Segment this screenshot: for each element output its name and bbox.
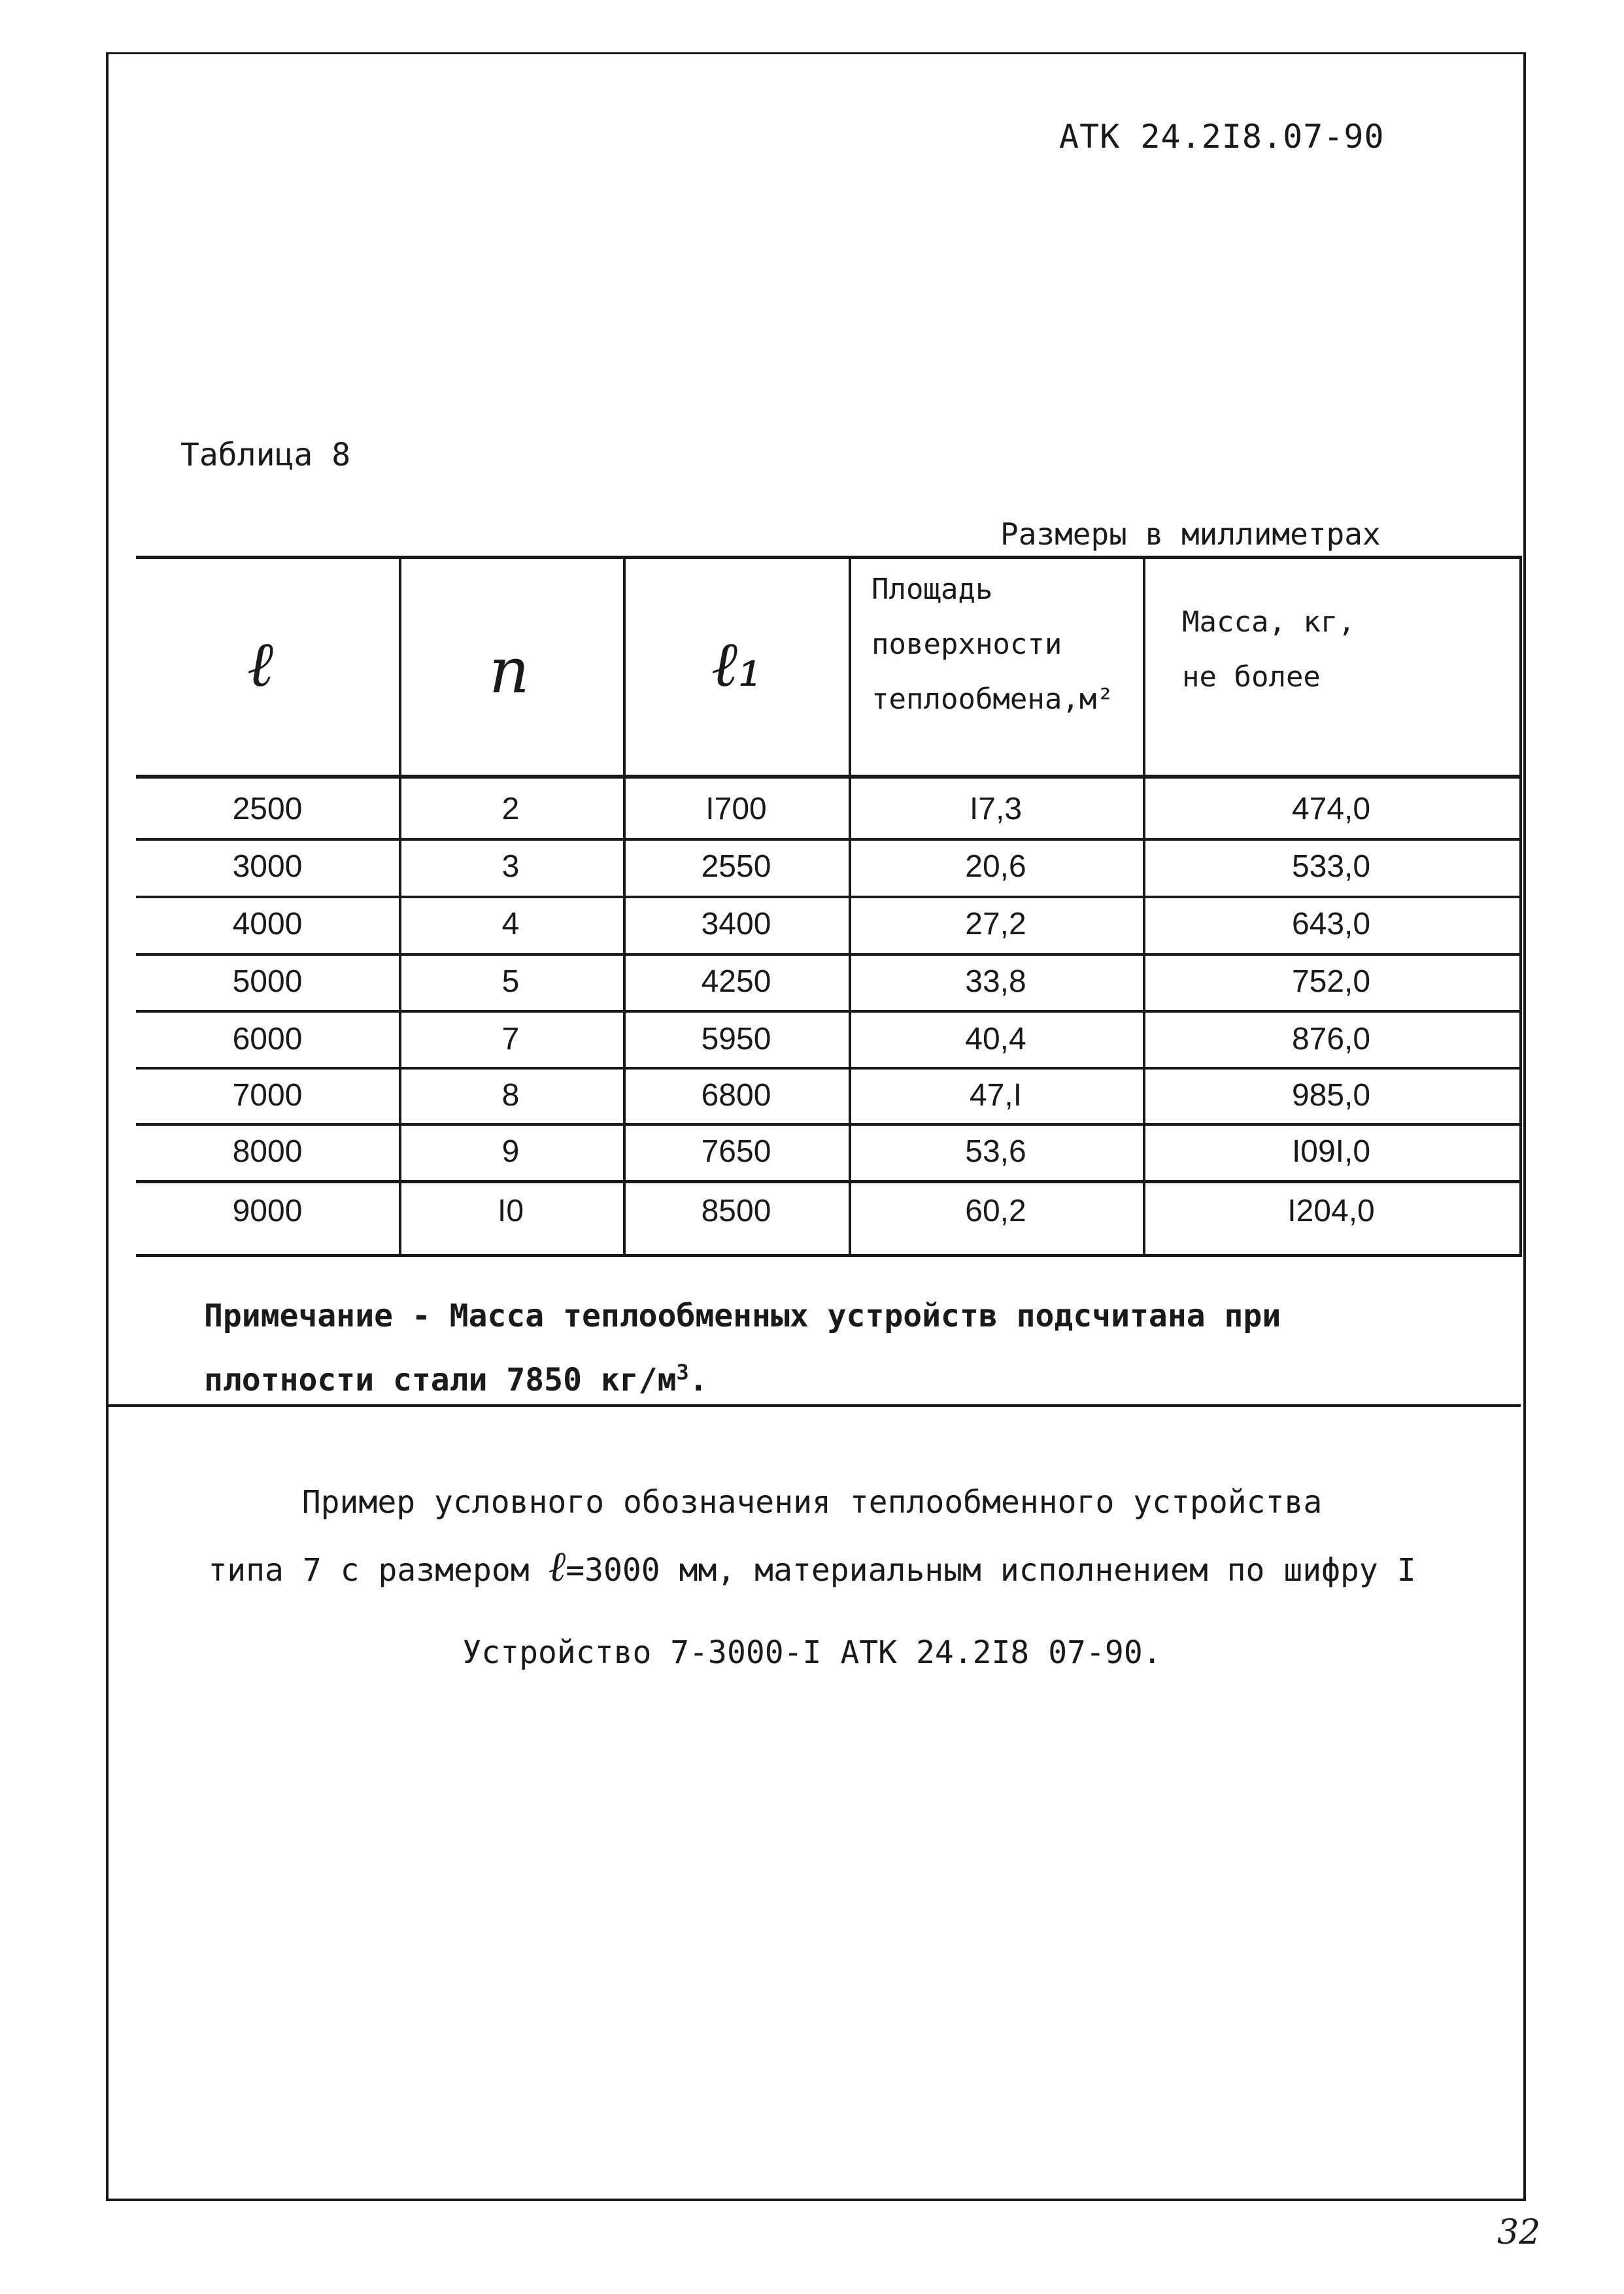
- header-area: [871, 562, 1114, 727]
- note-line2: [204, 1344, 1281, 1408]
- table-cell: 752,0: [1291, 964, 1371, 999]
- example-line2-end: =3000 мм, материальным исполнением по шифру I: [566, 1552, 1416, 1589]
- table-cell: 3000: [232, 849, 303, 884]
- example-designation: Устройство 7-3000-I АТК 24.2I8 07-90.: [462, 1634, 1162, 1671]
- page-number: 32: [1497, 2213, 1541, 2252]
- table-cell: 5: [501, 964, 520, 999]
- table-cell: 6800: [701, 1078, 771, 1113]
- table-cell: 40,4: [965, 1022, 1026, 1056]
- table-row-rule: [136, 1123, 1522, 1126]
- note-bottom-rule: [109, 1404, 1521, 1407]
- example-line2: [0, 1543, 1624, 1591]
- note-line1: Примечание - Масса теплообменных устройств подсчитана при: [204, 1298, 1281, 1334]
- data-table: [136, 556, 1522, 1268]
- table-note: [204, 1288, 1281, 1408]
- header-mass-line1: Масса, кг,: [1182, 605, 1355, 639]
- table-header-rule: [136, 775, 1522, 779]
- table-cell: 2550: [701, 849, 771, 884]
- header-mass: [1182, 595, 1355, 705]
- table-cell: 7650: [701, 1134, 771, 1169]
- table-cell: 8: [501, 1078, 520, 1113]
- document-code: АТК 24.2I8.07-90: [1059, 118, 1385, 156]
- header-n: n: [489, 634, 530, 707]
- table-cell: 9000: [232, 1194, 303, 1228]
- table-title: Таблица 8: [180, 437, 351, 473]
- table-cell: 8500: [701, 1194, 771, 1228]
- table-row-rule: [136, 1010, 1522, 1013]
- table-bottom-rule: [136, 1254, 1522, 1257]
- header-l1: ℓ₁: [711, 628, 763, 701]
- header-area-line3: теплообмена,м²: [871, 683, 1114, 716]
- table-cell: I204,0: [1287, 1194, 1375, 1228]
- header-area-line2: поверхности: [871, 628, 1062, 661]
- table-cell: I700: [705, 792, 767, 826]
- table-cell: 60,2: [965, 1194, 1026, 1228]
- example-l-symbol: ℓ: [548, 1543, 566, 1591]
- table-row-rule: [136, 953, 1522, 956]
- table-cell: 47,I: [969, 1078, 1023, 1113]
- note-line2-end: .: [688, 1362, 708, 1398]
- table-cell: 4: [501, 907, 520, 941]
- table-cell: 643,0: [1291, 907, 1371, 941]
- table-cell: 4250: [701, 964, 771, 999]
- table-cell: 2500: [232, 792, 303, 826]
- header-mass-line2: не более: [1182, 660, 1321, 694]
- table-cell: 8000: [232, 1134, 303, 1169]
- table-cell: I7,3: [969, 792, 1023, 826]
- table-cell: 7: [501, 1022, 520, 1056]
- table-cell: 3: [501, 849, 520, 884]
- table-col-rule: [1143, 556, 1145, 1254]
- table-row-rule: [136, 838, 1522, 841]
- table-col-rule: [623, 556, 626, 1254]
- table-cell: 27,2: [965, 907, 1026, 941]
- example-line1: Пример условного обозначения теплообменного устройства: [301, 1484, 1323, 1521]
- table-cell: 3400: [701, 907, 771, 941]
- table-cell: 5000: [232, 964, 303, 999]
- header-l: ℓ: [247, 628, 273, 701]
- table-cell: 53,6: [965, 1134, 1026, 1169]
- table-cell: 5950: [701, 1022, 771, 1056]
- note-line2-text: плотности стали 7850 кг/м: [204, 1362, 677, 1398]
- table-col-rule: [849, 556, 851, 1254]
- table-row-rule: [136, 896, 1522, 898]
- table-cell: 876,0: [1291, 1022, 1371, 1056]
- table-cell: 2: [501, 792, 520, 826]
- table-cell: I0: [497, 1194, 524, 1228]
- table-cell: 533,0: [1291, 849, 1371, 884]
- table-cell: 474,0: [1291, 792, 1371, 826]
- table-cell: 6000: [232, 1022, 303, 1056]
- table-right-rule: [1519, 556, 1522, 1254]
- note-superscript: 3: [676, 1360, 689, 1385]
- header-area-line1: Площадь: [871, 573, 993, 606]
- table-cell: 33,8: [965, 964, 1026, 999]
- table-row-rule: [136, 1067, 1522, 1070]
- table-cell: 7000: [232, 1078, 303, 1113]
- table-row-rule: [136, 1180, 1522, 1183]
- table-cell: 9: [501, 1134, 520, 1169]
- table-cell: 985,0: [1291, 1078, 1371, 1113]
- table-cell: 20,6: [965, 849, 1026, 884]
- units-note: Размеры в миллиметрах: [1000, 516, 1381, 552]
- table-top-rule: [136, 556, 1522, 559]
- table-cell: I09I,0: [1291, 1134, 1371, 1169]
- table-col-rule: [399, 556, 401, 1254]
- example-line2-start: типа 7 с размером: [208, 1552, 549, 1589]
- table-cell: 4000: [232, 907, 303, 941]
